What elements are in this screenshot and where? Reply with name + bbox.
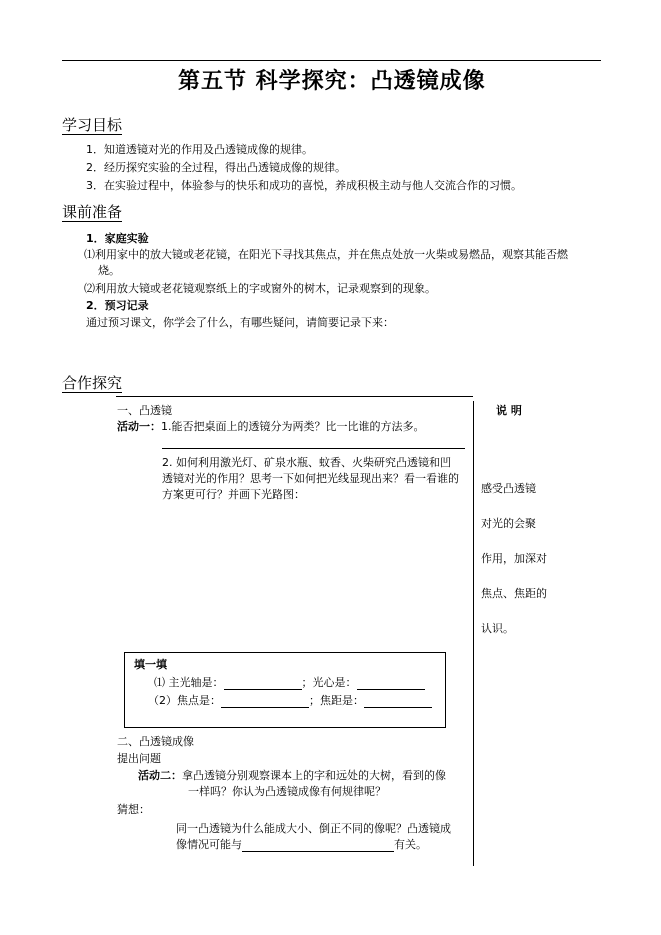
fill-row-1: [154, 676, 425, 690]
section-heading-coop: 合作探究: [62, 374, 123, 392]
activity1-label: 活动一：: [117, 420, 161, 433]
main-axis-blank[interactable]: [224, 677, 302, 690]
note-line: 对光的会聚: [481, 517, 536, 530]
activity2-cont: 一样吗？你认为凸透镜成像有何规律呢？: [188, 785, 386, 798]
note-line: 焦点、焦距的: [481, 587, 547, 600]
note-line: 作用，加深对: [481, 552, 547, 565]
focus-label: （2）焦点是：: [148, 694, 221, 707]
focal-length-blank[interactable]: [364, 695, 432, 708]
home-experiment-item: ⑴利用家中的放大镜或老花镜，在阳光下寻找其焦点，并在焦点处放一火柴或易燃品，观察其能否燃: [84, 248, 568, 261]
objective-item: 1．知道透镜对光的作用及凸透镜成像的规律。: [86, 143, 313, 156]
guess-line: 同一凸透镜为什么能成大小、倒正不同的像呢？凸透镜成: [176, 822, 451, 835]
focus-blank[interactable]: [221, 695, 309, 708]
guess-label: 猜想：: [117, 803, 150, 816]
fill-row-2: [148, 694, 432, 708]
question2-line: 方案更可行？并画下光路图：: [162, 488, 305, 501]
top-rule: [62, 60, 601, 61]
question2-line: 透镜对光的作用？思考一下如何把光线显现出来？看一看谁的: [162, 472, 459, 485]
home-experiment-item-cont: 烧。: [98, 264, 120, 277]
preview-label: 2．预习记录: [86, 299, 149, 312]
section-heading-prep: 课前准备: [62, 203, 123, 221]
answer-line: [162, 448, 465, 449]
page-title: 第五节 科学探究：凸透镜成像: [178, 68, 486, 94]
fill-in-heading: 填一填: [134, 658, 167, 671]
guess-suffix: 有关。: [394, 838, 427, 851]
objective-item: 3．在实验过程中，体验参与的快乐和成功的喜悦，养成积极主动与他人交流合作的习惯。: [86, 179, 522, 192]
guess-prefix: 像情况可能与: [176, 838, 242, 851]
note-line: 认识。: [481, 622, 514, 635]
activity2-label: 活动二：: [138, 769, 182, 782]
activity1: [117, 420, 425, 434]
column-divider: [473, 401, 474, 866]
main-axis-label: ⑴ 主光轴是：: [154, 676, 224, 689]
optical-center-label: ；光心是：: [301, 676, 357, 689]
table-top-rule: [116, 396, 473, 397]
optical-center-blank[interactable]: [357, 677, 425, 690]
home-experiment-item: ⑵利用放大镜或老花镜观察纸上的字或窗外的树木，记录观察到的现象。: [84, 282, 436, 295]
guess-line-2: [176, 838, 427, 852]
note-line: 感受凸透镜: [481, 482, 536, 495]
focal-length-label: ；焦距是：: [309, 694, 364, 707]
part2-title: 二、凸透镜成像: [117, 735, 194, 748]
fill-in-box: [124, 652, 446, 728]
section-heading-objectives: 学习目标: [62, 116, 123, 134]
home-experiment-label: 1．家庭实验: [86, 232, 149, 245]
ask-question-label: 提出问题: [117, 752, 161, 765]
part1-title: 一、凸透镜: [117, 404, 172, 417]
note-heading: 说 明: [496, 404, 522, 417]
activity2-text: 拿凸透镜分别观察课本上的字和远处的大树，看到的像: [182, 769, 446, 782]
activity1-text: 1.能否把桌面上的透镜分为两类？比一比谁的方法多。: [161, 420, 425, 433]
preview-text: 通过预习课文，你学会了什么，有哪些疑问，请简要记录下来：: [86, 316, 394, 329]
guess-blank[interactable]: [242, 839, 394, 852]
activity2: [138, 769, 446, 783]
question2-line: 2. 如何利用激光灯、矿泉水瓶、蚊香、火柴研究凸透镜和凹: [162, 456, 451, 469]
objective-item: 2．经历探究实验的全过程，得出凸透镜成像的规律。: [86, 161, 346, 174]
